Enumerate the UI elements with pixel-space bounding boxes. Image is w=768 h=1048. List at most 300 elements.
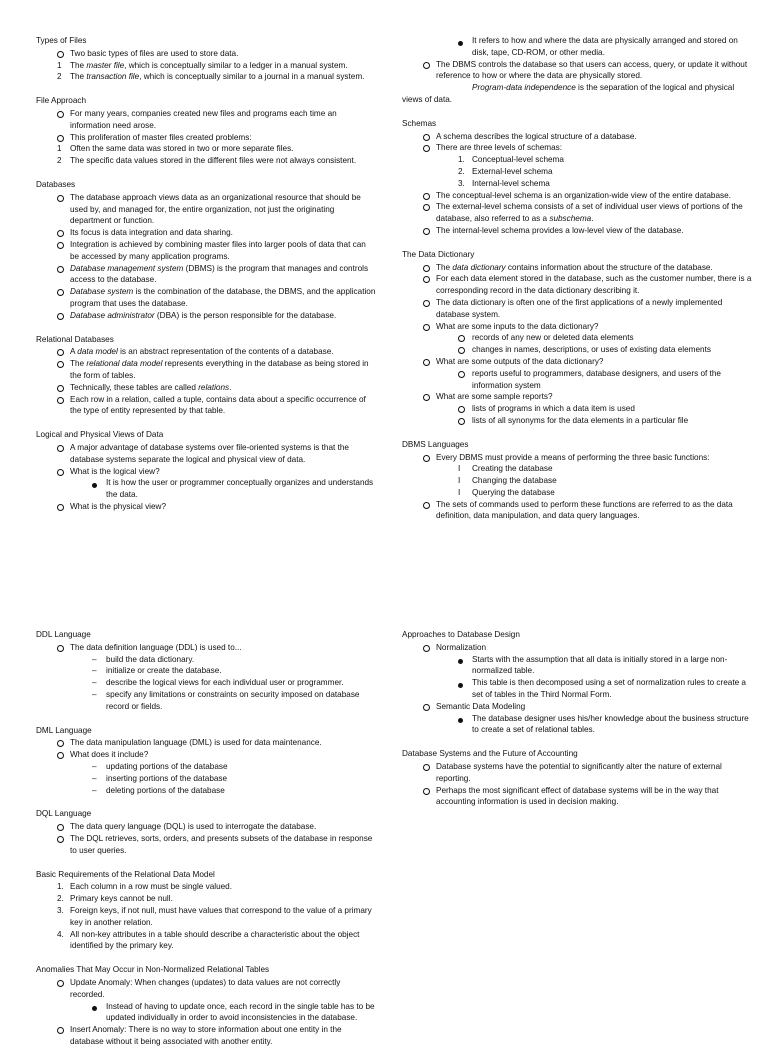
list-item [402,475,752,487]
filled-bullet-icon [458,35,468,47]
dash-bullet-icon: – [92,785,97,795]
list-item [402,273,752,297]
section-heading: Database Systems and the Future of Accounting [402,749,578,759]
bullet-list [402,35,752,82]
hollow-circle-bullet-icon [423,59,433,71]
list-number: 4. [57,929,64,939]
section-spacer [402,427,752,439]
section-spacer [36,83,376,95]
list-number: 2. [458,166,465,176]
section-spacer [36,322,376,334]
list-item-text: The data definition language (DDL) is used to... [70,642,242,652]
list-item [402,713,752,737]
list-item [36,71,376,83]
hollow-circle-bullet-icon [57,977,67,989]
list-item [36,905,376,929]
hollow-circle-bullet-icon [57,382,67,394]
list-item-text: Primary keys cannot be null. [70,894,173,904]
text-fragment: Technically, these tables are called [70,382,199,392]
text-fragment: is the combination of the database, the DBMS, and the application program that uses the database. [70,287,376,308]
list-item-text: lists of all synonyms for the data elements in a particular file [472,415,689,425]
bullet-list [36,737,376,796]
list-item-text: The specific data values stored in the different files were not always consistent. [70,156,357,166]
list-item-text: Database systems have the potential to significantly alter the nature of external reporting. [436,761,722,783]
hollow-circle-bullet-icon [57,394,67,406]
list-item-text: What are some outputs of the data dictionary? [436,356,604,366]
list-item-text: This proliferation of master files created problems: [70,132,252,142]
section-heading: Types of Files [36,36,87,45]
list-item [36,442,376,466]
list-item [36,761,376,773]
list-item-text: Update Anomaly: When changes (updates) to data values are not correctly recorded. [70,977,341,999]
list-item-text: Insert Anomaly: There is no way to store information about one entity in the database without it being associated with another entity. [70,1025,342,1046]
bullet-list [36,192,376,322]
text-fragment: . [591,214,594,224]
list-item-text: What is the logical view? [70,466,160,476]
top-right-column [402,35,752,522]
list-item [402,178,752,190]
list-item-text: Every DBMS must provide a means of performing the three basic functions: [436,452,710,462]
list-item-text: updating portions of the database [106,761,228,771]
bullet-list [402,452,752,523]
list-item-text: Creating the database [472,464,553,474]
list-item [402,154,752,166]
list-item-text: All non-key attributes in a table should describe a characteristic about the object identified by the primary key. [70,929,360,951]
list-item [402,677,752,701]
dash-bullet-icon: – [92,773,97,783]
list-item-text: This table is then decomposed using a set of normalization rules to create a set of tables in the Third Normal Form. [472,678,746,699]
list-item [402,332,752,344]
list-number: 1. [57,882,64,892]
list-item [402,59,752,83]
bottom-left-column [36,629,376,1048]
emphasized-term: data dictionary [452,262,506,272]
list-item [36,239,376,263]
filled-bullet-icon [458,713,468,725]
list-item-text: Integration is achieved by combining master files into larger pools of data that can be accessed by many application programs. [70,239,366,261]
list-item [36,821,376,833]
hollow-circle-bullet-icon [423,391,433,403]
list-item [36,689,376,713]
hollow-circle-bullet-icon [423,321,433,333]
list-item-text: lists of programs in which a data item is used [472,404,635,414]
list-item [36,394,376,418]
list-item-text: The DQL retrieves, sorts, orders, and presents subsets of the database in response to user queries. [70,833,373,855]
list-item [402,654,752,678]
list-item [402,403,752,415]
section-logical-and-physical-views-of-data [36,429,376,513]
list-item-text: For many years, companies created new files and programs each time an information need arose. [70,108,337,130]
list-item-text: The conceptual-level schema is an organization-wide view of the entire database. [436,190,731,200]
dash-bullet-icon: – [92,666,97,676]
hollow-circle-bullet-icon [423,190,433,202]
filled-bullet-icon [458,677,468,689]
list-item-text: Perhaps the most significant effect of database systems will be in the way that accounting information is used in decision making. [436,785,719,807]
list-item [36,155,376,167]
text-fragment: (DBA) is the person responsible for the database. [154,310,337,320]
text-fragment: The [70,72,87,82]
hollow-circle-bullet-icon [423,273,433,285]
emphasized-term: Database administrator [70,310,155,320]
list-item-text: The data query language (DQL) is used to interrogate the database. [70,822,317,832]
section-heading: DBMS Languages [402,439,469,449]
list-item [402,201,752,225]
text-fragment: represents everything in the database as being stored in the form of tables. [70,359,369,380]
list-item [36,501,376,513]
list-item [36,1001,376,1025]
list-item-text: Each row in a relation, called a tuple, contains data about a specific occurrence of the type of entity represented by that table. [70,394,366,416]
bullet-list [36,821,376,856]
section-heading: Approaches to Database Design [402,630,520,639]
list-item [402,262,752,274]
hollow-circle-bullet-icon [57,466,67,478]
bullet-list [402,642,752,736]
hollow-circle-bullet-icon [57,358,67,370]
bullet-list [36,977,376,1048]
hollow-circle-bullet-icon [423,642,433,654]
hollow-circle-bullet-icon [423,785,433,797]
list-item [36,48,376,60]
list-item-text: deleting portions of the database [106,785,225,795]
list-item [36,665,376,677]
list-item-text: The data dictionary is often one of the first applications of a newly implemented database system. [436,297,723,319]
section-heading: Databases [36,179,76,189]
emphasized-term: Database system [70,287,134,297]
paragraph [402,82,752,106]
filled-bullet-icon [92,1001,102,1013]
list-item [402,785,752,809]
list-item [402,487,752,499]
list-item [402,225,752,237]
emphasized-term: relations [198,382,230,392]
section-heading: Logical and Physical Views of Data [36,430,164,440]
bottom-right-column [402,629,752,808]
list-item [402,344,752,356]
list-item-text: The DBMS controls the database so that users can access, query, or update it without reference to how or where the data are physically stored. [436,59,748,81]
hollow-circle-bullet-icon [423,499,433,511]
hollow-circle-bullet-icon [57,501,67,513]
hollow-circle-bullet-icon [57,749,67,761]
list-number: 3. [458,178,465,188]
list-item-text: What are some sample reports? [436,392,553,402]
list-item [36,132,376,144]
list-item-text: initialize or create the database. [106,666,222,676]
list-item [36,227,376,239]
hollow-circle-bullet-icon [423,356,433,368]
list-item-text: Two basic types of files are used to store data. [70,48,239,58]
section-spacer [36,952,376,964]
emphasized-term: data model [77,347,118,357]
section-spacer [402,736,752,748]
filled-bullet-icon [458,654,468,666]
list-item [402,761,752,785]
list-item-text: Internal-level schema [472,178,550,188]
list-item [36,477,376,501]
list-item [402,142,752,154]
hollow-circle-bullet-icon [57,310,67,322]
emphasized-term: relational data model [86,359,163,369]
hollow-circle-bullet-icon [458,332,468,344]
list-item [402,297,752,321]
hollow-circle-bullet-icon [57,239,67,251]
hollow-circle-bullet-icon [423,225,433,237]
list-item [402,415,752,427]
hollow-circle-bullet-icon [57,737,67,749]
text-fragment: is the separation of the logical and physical views of data. [402,83,735,104]
section-dql-language [36,808,376,856]
list-item [36,286,376,310]
section-basic-requirements-of-the-relational-data-model [36,869,376,953]
emphasized-term: master file [86,60,125,70]
list-item [36,677,376,689]
list-item-text: specify any limitations or constraints on security imposed on database record or fields. [106,689,360,711]
section-file-approach [36,95,376,167]
list-item [402,368,752,392]
list-item-text: A major advantage of database systems over file-oriented systems is that the database systems separate the logical and physical view of data. [70,442,349,464]
section-dbms-languages [402,439,752,523]
list-item [402,499,752,523]
hollow-circle-bullet-icon [423,701,433,713]
section-spacer [36,796,376,808]
section-heading: DDL Language [36,630,91,639]
list-item-text: Its focus is data integration and data sharing. [70,228,233,238]
bullet-list [36,48,376,83]
hollow-circle-bullet-icon [423,452,433,464]
list-item [36,654,376,666]
section-approaches-to-database-design [402,629,752,736]
section-spacer [36,167,376,179]
text-fragment: The [436,262,453,272]
list-item [36,143,376,155]
section-ddl-language [36,629,376,713]
section-spacer [36,857,376,869]
section-continued [402,35,752,106]
emphasized-term: subschema [549,214,592,224]
section-heading: Relational Databases [36,334,114,344]
section-database-systems-and-the-future-of-accounting [402,748,752,808]
list-item-text: The database designer uses his/her knowledge about the business structure to create a set of relational tables. [472,713,749,735]
list-item-text: The internal-level schema provides a low-level view of the database. [436,225,684,235]
list-item-text: What are some inputs to the data dictionary? [436,321,599,331]
list-item [36,977,376,1001]
text-fragment: , which is conceptually similar to a journal in a manual system. [139,72,365,82]
list-item-text: reports useful to programmers, database designers, and users of the information system [472,368,721,390]
list-item [402,131,752,143]
hollow-circle-bullet-icon [57,821,67,833]
hollow-circle-bullet-icon [57,833,67,845]
hollow-circle-bullet-icon [57,1024,67,1036]
hollow-circle-bullet-icon [57,286,67,298]
list-item [36,737,376,749]
text-fragment: The [70,60,87,70]
section-heading: File Approach [36,96,87,106]
hollow-circle-bullet-icon [458,344,468,356]
section-types-of-files [36,35,376,83]
hollow-circle-bullet-icon [423,297,433,309]
list-item [36,785,376,797]
list-item-text: Instead of having to update once, each record in the single table has to be updated individually in order to avoid inconsistencies in the database. [106,1001,375,1023]
list-item [402,452,752,464]
list-item-text: Foreign keys, if not null, must have values that correspond to the value of a primary key in another relation. [70,905,372,927]
text-fragment: The [70,359,87,369]
bullet-list [36,346,376,417]
list-item [402,701,752,713]
hollow-circle-bullet-icon [57,132,67,144]
hollow-circle-bullet-icon [423,761,433,773]
list-number: I [458,487,461,497]
bullet-list [402,262,752,427]
hollow-circle-bullet-icon [57,263,67,275]
text-fragment: . [229,382,232,392]
text-fragment: (DBMS) is the program that manages and controls access to the database. [70,263,369,285]
section-the-data-dictionary [402,249,752,427]
list-item [36,263,376,287]
bullet-list [402,761,752,808]
list-item-text: inserting portions of the database [106,773,228,783]
list-item [36,346,376,358]
list-item [36,642,376,654]
list-number: 2 [57,72,62,82]
dash-bullet-icon: – [92,678,97,688]
dash-bullet-icon: – [92,689,97,699]
list-item-text: Querying the database [472,487,555,497]
emphasized-term: Program-data independence [472,83,576,93]
section-heading: Schemas [402,118,437,128]
list-item [402,190,752,202]
list-item [36,929,376,953]
list-item-text: What does it include? [70,750,149,760]
list-item [402,166,752,178]
list-item-text: A schema describes the logical structure of a database. [436,131,637,141]
list-item [36,108,376,132]
list-item [402,391,752,403]
list-item-text: Normalization [436,642,487,652]
hollow-circle-bullet-icon [458,403,468,415]
list-item [36,192,376,227]
list-item [36,881,376,893]
hollow-circle-bullet-icon [423,131,433,143]
hollow-circle-bullet-icon [57,227,67,239]
section-spacer [36,713,376,725]
list-item [402,35,752,59]
list-item-text: What is the physical view? [70,501,167,511]
list-item [402,642,752,654]
bullet-list [36,108,376,167]
section-spacer [402,237,752,249]
list-item-text: Changing the database [472,476,557,486]
list-item [402,463,752,475]
list-item [402,321,752,333]
text-fragment: contains information about the structure of the database. [505,262,713,272]
list-item-text: It refers to how and where the data are physically arranged and stored on disk, tape, CD-ROM, or other media. [472,36,738,57]
section-relational-databases [36,334,376,418]
hollow-circle-bullet-icon [458,415,468,427]
list-item [36,358,376,382]
hollow-circle-bullet-icon [57,108,67,120]
list-number: 1 [57,60,62,70]
text-fragment: The external-level schema consists of a set of individual user views of portions of the database, also referred to as a [436,202,743,224]
filled-bullet-icon [92,477,102,489]
list-item [36,773,376,785]
list-number: 3. [57,905,64,915]
list-item-text: Each column in a row must be single valued. [70,882,233,892]
hollow-circle-bullet-icon [57,48,67,60]
hollow-circle-bullet-icon [57,442,67,454]
hollow-circle-bullet-icon [57,642,67,654]
list-item [36,60,376,72]
section-heading: The Data Dictionary [402,249,475,259]
list-number: I [458,464,461,474]
list-item [36,749,376,761]
list-item [36,893,376,905]
bullet-list [36,442,376,513]
bullet-list [402,131,752,237]
list-item-text: External-level schema [472,166,553,176]
list-item-text: There are three levels of schemas: [436,143,563,153]
list-item-text: It is how the user or programmer conceptually organizes and understands the data. [106,478,374,500]
list-item-text: Conceptual-level schema [472,155,564,165]
list-number: 1 [57,144,62,154]
text-fragment: A [70,347,78,357]
list-item-text: The sets of commands used to perform these functions are referred to as the data definition, data manipulation, and data query languages. [436,499,733,521]
list-item-text: describe the logical views for each individual user or programmer. [106,678,344,688]
list-item-text: For each data element stored in the database, such as the customer number, there is a corresponding record in the data dictionary describing it. [436,274,752,296]
list-item-text: build the data dictionary. [106,654,195,664]
text-fragment: , which is conceptually similar to a ledger in a manual system. [124,60,348,70]
hollow-circle-bullet-icon [423,201,433,213]
list-item [36,466,376,478]
list-number: I [458,476,461,486]
dash-bullet-icon: – [92,654,97,664]
section-heading: DQL Language [36,809,92,819]
list-item-text: The data manipulation language (DML) is used for data maintenance. [70,738,322,748]
bullet-list [36,881,376,952]
section-anomalies-that-may-occur-in-non-normalized-relational-tables [36,964,376,1048]
hollow-circle-bullet-icon [423,262,433,274]
list-item-text: Starts with the assumption that all data is initially stored in a large non-normalized table. [472,654,728,676]
section-spacer [402,106,752,118]
list-item-text: Often the same data was stored in two or more separate files. [70,144,294,154]
hollow-circle-bullet-icon [423,142,433,154]
list-number: 2 [57,156,62,166]
list-item-text: Semantic Data Modeling [436,701,526,711]
section-dml-language [36,725,376,797]
list-number: 2. [57,894,64,904]
list-item [36,1024,376,1048]
top-left-column [36,35,376,513]
list-item [36,382,376,394]
hollow-circle-bullet-icon [458,368,468,380]
section-spacer [36,417,376,429]
section-heading: Anomalies That May Occur in Non-Normalized Relational Tables [36,965,270,975]
dash-bullet-icon: – [92,761,97,771]
text-fragment: is an abstract representation of the contents of a database. [117,347,334,357]
hollow-circle-bullet-icon [57,192,67,204]
section-databases [36,179,376,322]
hollow-circle-bullet-icon [57,346,67,358]
section-heading: DML Language [36,725,92,735]
bullet-list [36,642,376,713]
list-item-text: changes in names, descriptions, or uses of existing data elements [472,345,711,355]
list-item [36,310,376,322]
list-item [36,833,376,857]
list-item-text: records of any new or deleted data elements [472,333,634,343]
section-schemas [402,118,752,237]
emphasized-term: transaction file [86,72,140,82]
section-heading: Basic Requirements of the Relational Data Model [36,869,215,879]
list-item [402,356,752,368]
list-number: 1. [458,155,465,165]
